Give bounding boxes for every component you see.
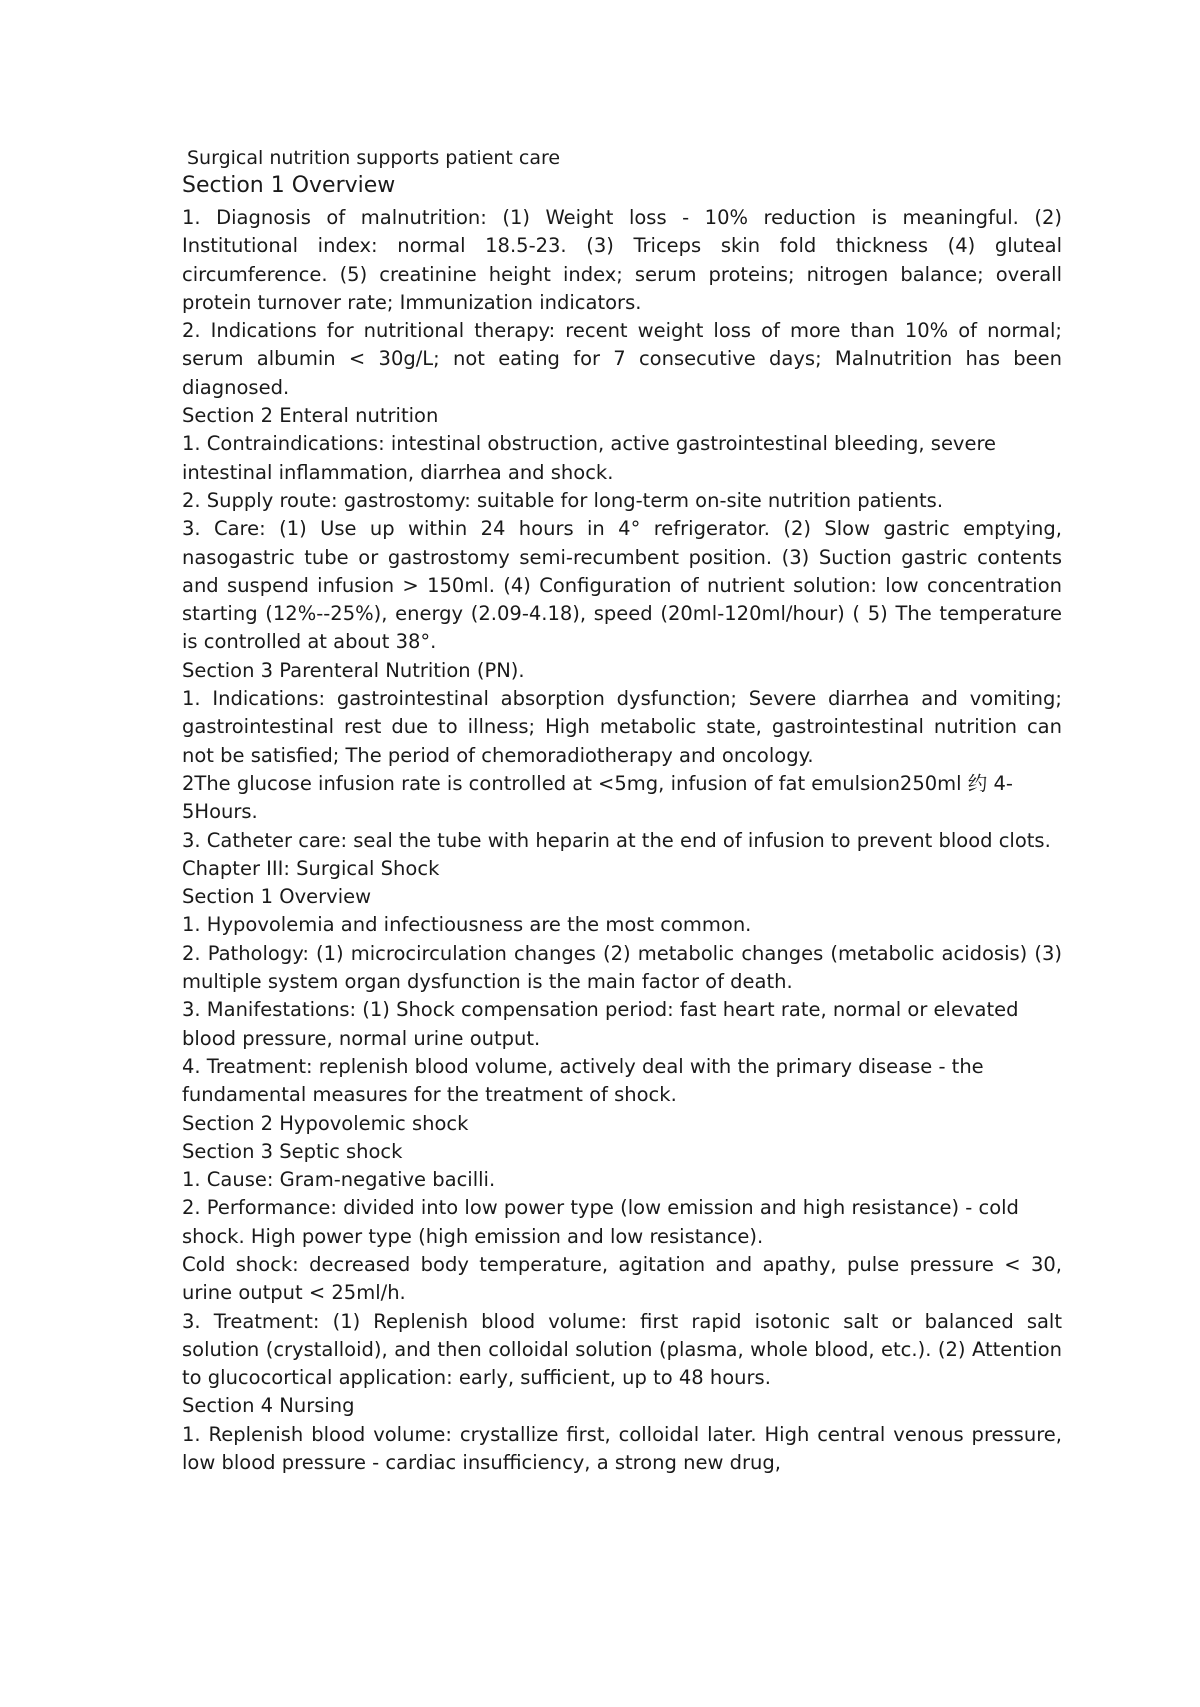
section-heading: Section 3 Septic shock	[182, 1139, 403, 1163]
document-page	[182, 144, 1062, 1477]
paragraph: 2The glucose infusion rate is controlled at <5mg, infusion of fat emulsion250ml 约 4-5Hours.	[182, 771, 1013, 824]
document-body	[182, 172, 1062, 1477]
section-heading: Section 2 Enteral nutrition	[182, 404, 439, 428]
document-title: Surgical nutrition supports patient care	[187, 147, 561, 169]
section-heading: Section 4 Nursing	[182, 1394, 355, 1418]
paragraph: 2. Supply route: gastrostomy: suitable for long-term on-site nutrition patients.	[182, 488, 944, 512]
section-heading: Section 2 Hypovolemic shock	[182, 1111, 469, 1135]
paragraph: 1. Diagnosis of malnutrition: (1) Weight loss - 10% reduction is meaningful. (2) Institutional index: normal 18.5-23. (3) Triceps skin fold thickness (4) gluteal circumference. (5) creatinine height index; serum proteins; nitrogen balance; overall protein turnover rate; Immunization indicators.	[182, 206, 1062, 314]
paragraph: 1. Contraindications: intestinal obstruction, active gastrointestinal bleeding, severe intestinal inflammation, diarrhea and shock.	[182, 432, 997, 484]
paragraph: 2. Performance: divided into low power type (low emission and high resistance) - cold shock. High power type (high emission and low resistance).	[182, 1196, 1019, 1248]
paragraph: 2. Pathology: (1) microcirculation changes (2) metabolic changes (metabolic acidosis) (3) multiple system organ dysfunction is the main factor of death.	[182, 941, 1062, 994]
section-heading: Section 1 Overview	[182, 173, 396, 198]
paragraph: Cold shock: decreased body temperature, agitation and apathy, pulse pressure < 30, urine output < 25ml/h.	[182, 1252, 1062, 1305]
paragraph: 2. Indications for nutritional therapy: recent weight loss of more than 10% of normal; serum albumin < 30g/L; not eating for 7 consecutive days; Malnutrition has been diagnosed.	[182, 319, 1062, 399]
paragraph: 1. Indications: gastrointestinal absorption dysfunction; Severe diarrhea and vomiting; gastrointestinal rest due to illness; High metabolic state, gastrointestinal nutrition can not be satisfied; The period of chemoradiotherapy and oncology.	[182, 687, 1062, 767]
section-heading: Chapter III: Surgical Shock	[182, 856, 440, 880]
paragraph: 1. Cause: Gram-negative bacilli.	[182, 1168, 496, 1192]
paragraph: 1. Replenish blood volume: crystallize first, colloidal later. High central venous pressure, low blood pressure - cardiac insufficiency, a strong new drug,	[182, 1422, 1062, 1475]
paragraph: 3. Care: (1) Use up within 24 hours in 4° refrigerator. (2) Slow gastric emptying, nasogastric tube or gastrostomy semi-recumbent position. (3) Suction gastric contents and suspend infusion > 150ml. (4) Configuration of nutrient solution: low concentration starting (12%--25%), energy (2.09-4.18), speed (20ml-120ml/hour) ( 5) The temperature is controlled at about 38°.	[182, 517, 1062, 654]
paragraph: 1. Hypovolemia and infectiousness are the most common.	[182, 913, 752, 937]
section-heading: Section 3 Parenteral Nutrition (PN).	[182, 658, 525, 682]
paragraph: 3. Treatment: (1) Replenish blood volume: first rapid isotonic salt or balanced salt solution (crystalloid), and then colloidal solution (plasma, whole blood, etc.). (2) Attention to glucocortical application: early, sufficient, up to 48 hours.	[182, 1309, 1062, 1390]
paragraph: 3. Manifestations: (1) Shock compensation period: fast heart rate, normal or elevated blood pressure, normal urine output.	[182, 998, 1019, 1050]
paragraph: 4. Treatment: replenish blood volume, actively deal with the primary disease - the fundamental measures for the treatment of shock.	[182, 1054, 984, 1107]
paragraph: 3. Catheter care: seal the tube with heparin at the end of infusion to prevent blood clots.	[182, 828, 1051, 852]
section-heading: Section 1 Overview	[182, 885, 372, 909]
